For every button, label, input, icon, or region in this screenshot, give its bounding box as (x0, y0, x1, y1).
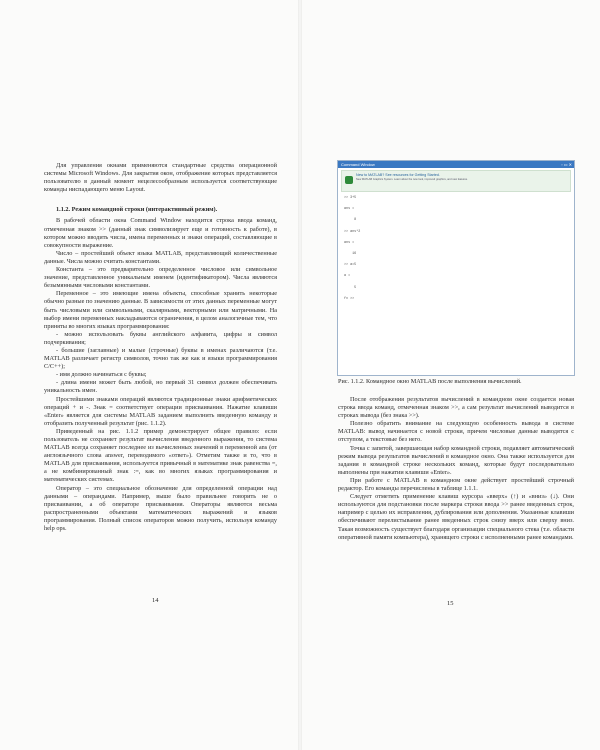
list-item: - длина имени может быть любой, но первый 31 символ должен обеспечивать уникальность имен. (44, 379, 277, 395)
list-item: - имя должно начинаться с буквы; (56, 371, 147, 379)
matlab-logo-icon (345, 176, 353, 184)
paragraph: Приведенный на рис. 1.1.2 пример демонстрирует общее правило: если пользователь не сохраняет результат вычисления введенного выражения, то система MATLAB всегда сохраняет последнее из вычисленных значений в переменной ans (от англоязычного слова answer, переводимого «ответ»). Отметим также и то, что в MATLAB для присваивания, используется привычный в математике знак равенства =, а не комбинированный знак :=, как во многих языках программирования и математических системах. (44, 427, 277, 484)
paragraph: Оператор – это специальное обозначение для определенной операции над данными – операндами. Например, выше было правильнее говорить не о присваивании, а об операторе присваивания. Операторы являются весьма распространенными объектами математических выражений и языков программирования. Полный список операторов можно получить, используя команду help ops. (44, 484, 277, 533)
paragraph: Число – простейший объект языка MATLAB, представляющий количественные данные. Числа можно считать константами. (44, 249, 277, 265)
paragraph: При работе с MATLAB в командном окне действует простейший строчный редактор. Его команды перечислены в таблице 1.1.1. (338, 476, 574, 493)
console-output: >> 3+5 ans = 8 >> ans*2 ans = 16 >> a=5 a = 5 fx >> (344, 196, 361, 301)
paragraph: Константа – это предварительно определенное числовое или символьное значение, представленное уникальным именем (идентификатором). Числа являются безымянными числовыми константами. (44, 266, 277, 290)
window-title: Command Window (341, 162, 375, 167)
getting-started-banner (341, 170, 571, 192)
banner-title: New to MATLAB? See resources for Getting Started. (356, 173, 440, 177)
window-titlebar (338, 161, 574, 168)
paragraph: Полезно обратить внимание на следующую особенность вывода в системе MATLAB: вывод начинается с новой строки, причем числовые данные выводятся с отступом, а текстовые без него. (338, 420, 574, 444)
window-controls-icon: ▫ ▭ ✕ (561, 162, 572, 167)
intro-paragraph: Для управления окнами применяются стандартные средства операционной системы Microsoft Windows. Для закрытия окон, отображение которых представляется пользователю в данный момент нецелесообразным используется соответствующие команды ниспадающего меню Layout. (44, 162, 277, 194)
right-page (300, 0, 600, 750)
section-heading: 1.1.2. Режим командной строки (интерактивный режим). (56, 206, 218, 214)
page-number-left: 14 (152, 597, 159, 604)
page-number-right: 15 (447, 600, 454, 607)
paragraph: В рабочей области окна Command Window находится строка ввода команд, отмеченная знаком >> (данный знак символизирует еще и готовность к работе), в котором можно вводить числа, имена переменных и знаки операций, составляющие в совокупности выражение. (44, 217, 277, 249)
banner-text: New MATLAB Graphics System. Learn about the new look, improved graphics, and new features. (356, 178, 468, 181)
paragraph: Переменное – это имеющие имена объекты, способные хранить некоторые обычно разные по значению данные. В зависимости от этих данных переменные могут быть числовыми или символьными, скалярными, векторными или матричными. На выбор имени переменных накладываются ограничения, в целом аналогичные тем, что приняты во многих языках программирования: (44, 290, 277, 330)
paragraph: Простейшими знаками операций являются традиционные знаки арифметических операций + и -. Знак = соответствует операции присваивания. Нажатие клавиши «Enter» является для системы MATLAB заданием выполнить введенную команду и отобразить полученный результат (рис. 1.1.2). (44, 395, 277, 427)
paragraph: После отображения результатов вычислений в командном окне создается новая строка ввода команд, отмеченная знаком >>, а сам результат вычислений выводится в строках вывода (без знака >>). (338, 396, 574, 420)
paragraph: Следует отметить применение клавиш курсора «вверх» (↑) и «вниз» (↓). Они используются для подстановки после маркера строки ввода >> ранее введенных строк, например с целью их исправления, дублирования или дополнения. Указанные клавиши обеспечивают перелистывание ранее введенных строк снизу вверх или сверху вниз. Такая возможность существует благодаря организации специального стека (т.е. области оперативной памяти компьютера), хранящего строки с исполненными ранее командами. (338, 493, 574, 541)
paragraph: Точка с запятой, завершающая набор командной строки, подавляет автоматический режим вывода результатов вычислений в командное окно. Она также используется для задания в командной строке нескольких команд, которые будут последовательно выполнены при нажатии клавиши «Enter». (338, 444, 574, 476)
list-item: - большие (заглавные) и малые (строчные) буквы в именах различаются (т.е. MATLAB различает регистр символов, точно так же как и языки программирования C/C++); (44, 346, 277, 371)
figure-caption: Рис. 1.1.2. Командное окно MATLAB после выполнения вычислений. (338, 378, 522, 385)
list-item: - можно использовать буквы английского алфавита, цифры и символ подчеркивания; (44, 330, 277, 346)
left-page-text (44, 162, 277, 533)
matlab-command-window-figure (337, 160, 575, 376)
right-page-text (338, 396, 574, 542)
